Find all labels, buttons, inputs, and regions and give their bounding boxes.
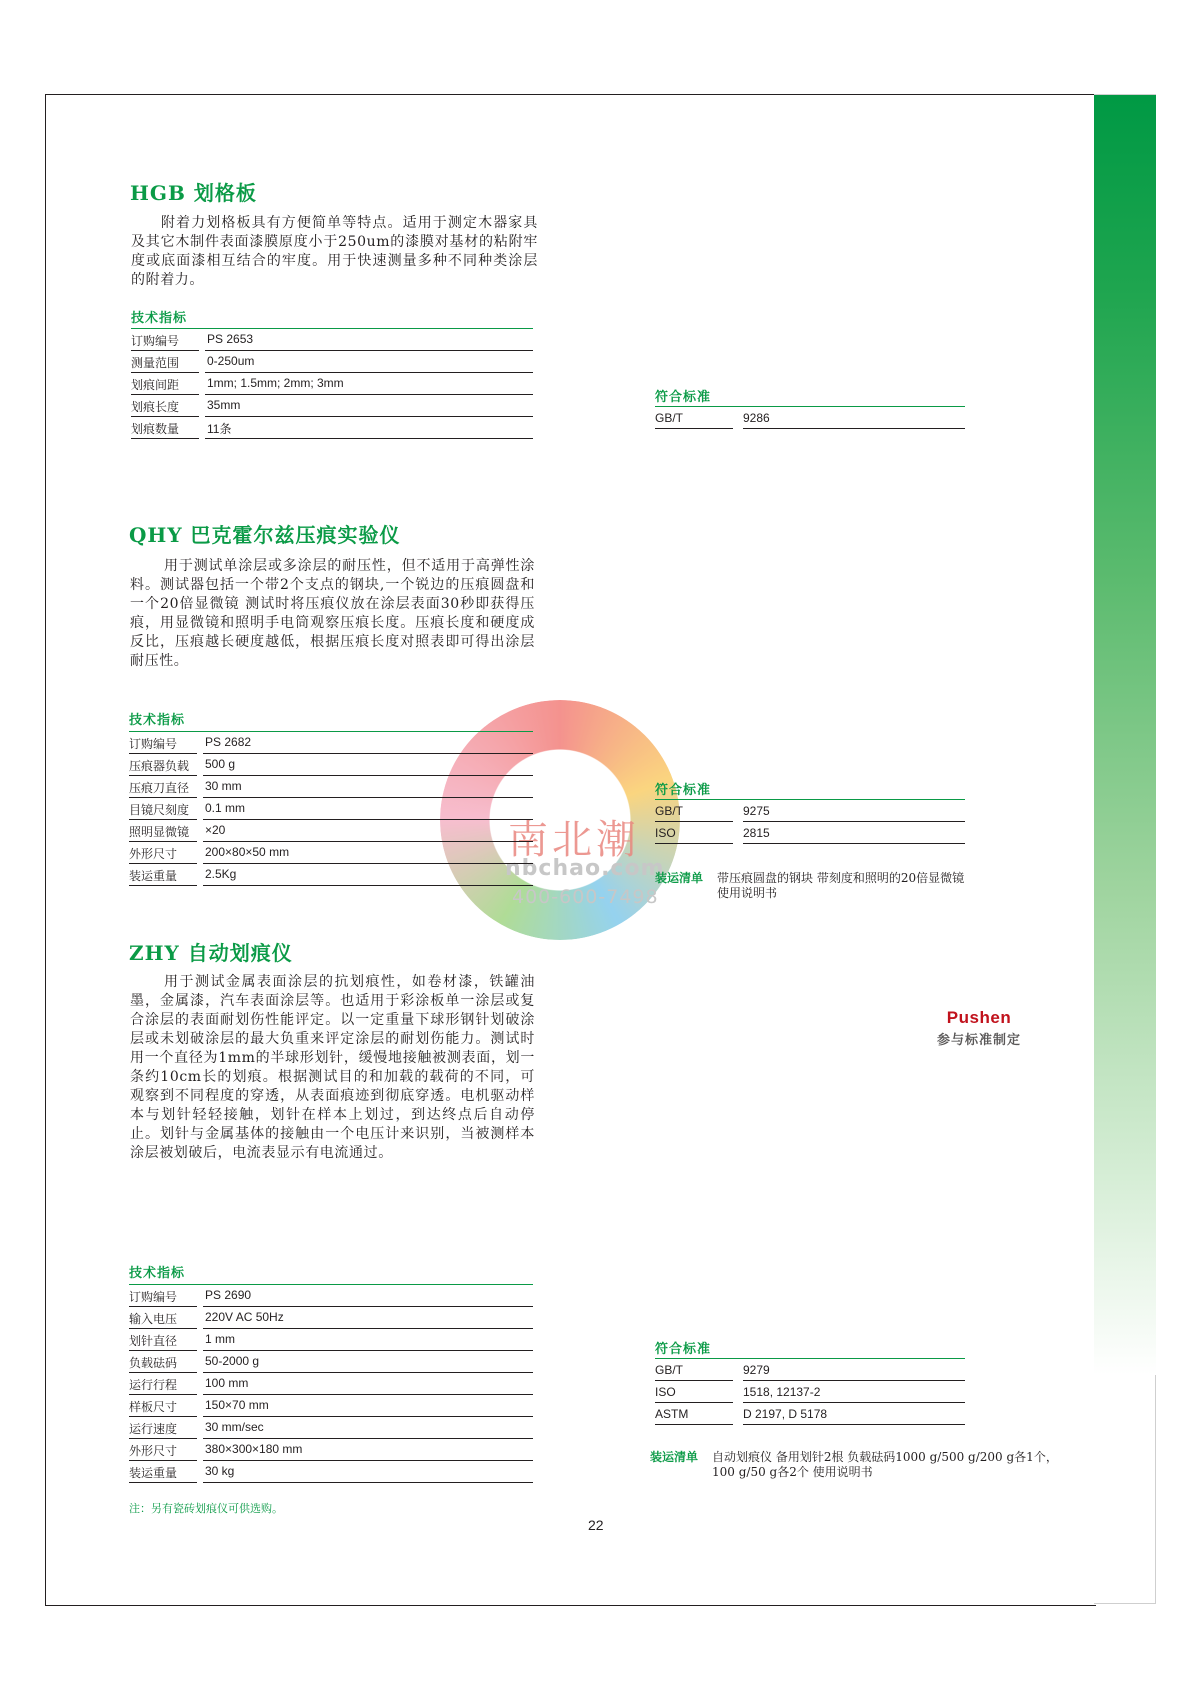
spec-value: 2.5Kg (205, 867, 237, 881)
standards-label-qhy: 符合标准 (655, 783, 712, 798)
standard-key: ISO (655, 826, 676, 840)
spec-key: 装运重量 (129, 1466, 178, 1480)
spec-row (129, 1373, 533, 1395)
section-title-hgb: HGB 划格板 (130, 181, 257, 205)
spec-row (129, 1285, 533, 1307)
section-description-hgb: 附着力划格板具有方便简单等特点。适用于测定木器家具及其它木制件表面漆膜原度小于250um的漆膜对基材的粘附牢度或底面漆相互结合的牢度。用于快速测量多种不同种类涂层的附着力。 (131, 215, 538, 288)
spec-value: PS 2690 (205, 1288, 252, 1302)
standard-value: 2815 (743, 826, 770, 840)
spec-value: PS 2682 (205, 735, 252, 749)
brand-slogan: 参与标准制定 (937, 1033, 1022, 1048)
spec-value: 220V AC 50Hz (205, 1310, 284, 1324)
spec-label-qhy: 技术指标 (129, 713, 186, 728)
spec-value: 30 kg (205, 1464, 235, 1478)
spec-value: 200×80×50 mm (205, 845, 290, 859)
spec-row (129, 820, 533, 842)
spec-key: 订购编号 (129, 737, 178, 751)
spec-key: 装运重量 (129, 869, 178, 883)
spec-key: 划痕长度 (131, 400, 180, 414)
spec-table-hgb (131, 328, 533, 439)
spec-row (129, 1395, 533, 1417)
standard-key: GB/T (655, 1363, 684, 1377)
shipping-list-qhy (655, 871, 1055, 903)
standard-row (655, 1403, 965, 1425)
spec-value: 150×70 mm (205, 1398, 269, 1412)
spec-key: 负载砝码 (129, 1356, 178, 1370)
spec-row (129, 842, 533, 864)
shipping-line-1: 自动划痕仪 备用划针2根 负载砝码1000 g/500 g/200 g各1个， (712, 1450, 1058, 1464)
standard-value: 9279 (743, 1363, 770, 1377)
spec-row (129, 798, 533, 820)
spec-value: 100 mm (205, 1376, 249, 1390)
standard-value: 1518, 12137-2 (743, 1385, 821, 1399)
spec-value: PS 2653 (207, 332, 254, 346)
shipping-line-2: 使用说明书 (717, 886, 778, 900)
spec-key: 目镜尺刻度 (129, 803, 190, 817)
spec-value: 0-250um (207, 354, 255, 368)
spec-value: 1mm; 1.5mm; 2mm; 3mm (207, 376, 344, 390)
spec-row (129, 776, 533, 798)
standard-row (655, 822, 965, 844)
spec-row (129, 1439, 533, 1461)
standard-value: 9275 (743, 804, 770, 818)
spec-row (129, 1307, 533, 1329)
spec-value: 50-2000 g (205, 1354, 260, 1368)
spec-row (129, 1329, 533, 1351)
spec-value: 0.1 mm (205, 801, 246, 815)
standards-label-zhy: 符合标准 (655, 1342, 712, 1357)
spec-value: 30 mm (205, 779, 242, 793)
spec-value: 1 mm (205, 1332, 235, 1346)
standard-row (655, 407, 965, 429)
spec-key: 外形尺寸 (129, 1444, 178, 1458)
standard-key: ISO (655, 1385, 676, 1399)
spec-value: 11条 (207, 422, 232, 436)
section-title-zhy: ZHY 自动划痕仪 (129, 941, 293, 965)
spec-key: 运行速度 (129, 1422, 178, 1436)
pushen-logo (937, 1008, 1021, 1048)
spec-key: 订购编号 (131, 334, 180, 348)
spec-table-zhy (129, 1284, 533, 1483)
watermark-domain: nbchao.com (505, 856, 665, 881)
spec-key: 照明显微镜 (129, 825, 190, 839)
standard-value: D 2197, D 5178 (743, 1407, 828, 1421)
spec-row (129, 864, 533, 886)
spec-key: 划痕间距 (131, 378, 180, 392)
spec-row (131, 373, 533, 395)
spec-key: 运行行程 (129, 1378, 178, 1392)
spec-value: 380×300×180 mm (205, 1442, 303, 1456)
spec-key: 订购编号 (129, 1290, 178, 1304)
spec-key: 压痕器负载 (129, 759, 190, 773)
standards-table-zhy (655, 1358, 965, 1425)
standard-key: ASTM (655, 1407, 689, 1421)
shipping-line-2: 100 g/50 g各2个 使用说明书 (712, 1465, 873, 1479)
section-title-qhy: QHY 巴克霍尔兹压痕实验仪 (129, 523, 401, 547)
spec-value: 500 g (205, 757, 236, 771)
section-description-zhy: 用于测试金属表面涂层的抗划痕性，如卷材漆，铁罐油墨，金属漆，汽车表面涂层等。也适用于彩涂板单一涂层或复合涂层的表面耐划伤性能评定。以一定重量下球形钢针划破涂层或未划破涂层的最大负重来评定涂层的耐划伤能力。测试时用一个直径为1mm的半球形划针，缓慢地接触被测表面，划一条约10cm长的划痕。根据测试目的和加载的载荷的不同，可观察到不同程度的穿透，从表面痕迹到彻底穿透。电机驱动样本与划针轻轻接触，划针在样本上划过，到达终点后自动停止。划针与金属基体的接触由一个电压计来识别，当被测样本涂层被划破后，电流表显示有电流通过。 (130, 974, 535, 1161)
standard-row (655, 800, 965, 822)
spec-label-hgb: 技术指标 (131, 311, 188, 326)
spec-value: ×20 (205, 823, 226, 837)
standard-key: GB/T (655, 804, 684, 818)
spec-row (131, 329, 533, 351)
spec-row (131, 351, 533, 373)
spec-key: 划针直径 (129, 1334, 178, 1348)
standard-row (655, 1381, 965, 1403)
spec-row (129, 732, 533, 754)
spec-row (131, 395, 533, 417)
footnote-zhy: 注：另有瓷砖划痕仪可供选购。 (129, 1502, 283, 1515)
spec-label-zhy: 技术指标 (129, 1266, 186, 1281)
spec-key: 测量范围 (131, 356, 180, 370)
spec-key: 输入电压 (129, 1312, 178, 1326)
spec-key: 压痕刀直径 (129, 781, 190, 795)
shipping-line-1: 带压痕圆盘的钢块 带刻度和照明的20倍显微镜 (717, 871, 965, 885)
spec-key: 划痕数量 (131, 422, 180, 436)
page-number: 22 (588, 1517, 604, 1533)
shipping-list-zhy (650, 1450, 1070, 1482)
shipping-label: 装运清单 (650, 1450, 699, 1464)
spec-value: 35mm (207, 398, 241, 412)
brand-name: Pushen (946, 1008, 1012, 1027)
watermark-logo-text: 南北潮 (508, 817, 640, 863)
spec-row (129, 1351, 533, 1373)
standards-table-hgb (655, 406, 965, 429)
spec-key: 外形尺寸 (129, 847, 178, 861)
spec-row (131, 417, 533, 439)
standard-value: 9286 (743, 411, 770, 425)
spec-table-qhy (129, 731, 533, 886)
spec-value: 30 mm/sec (205, 1420, 264, 1434)
spec-row (129, 1417, 533, 1439)
watermark-phone: 400-600-7498 (512, 886, 659, 908)
standards-label-hgb: 符合标准 (655, 390, 712, 405)
shipping-label: 装运清单 (655, 871, 704, 885)
spec-row (129, 1461, 533, 1483)
spec-row (129, 754, 533, 776)
spec-key: 样板尺寸 (129, 1400, 178, 1414)
section-description-qhy: 用于测试单涂层或多涂层的耐压性，但不适用于高弹性涂料。测试器包括一个带2个支点的钢块,一个锐边的压痕圆盘和一个20倍显微镜 测试时将压痕仪放在涂层表面30秒即获得压痕，用显微镜和照明手电筒观察压痕长度。压痕长度和硬度成反比，压痕越长硬度越低，根据压痕长度对照表即可得出涂层耐压性。 (130, 558, 535, 669)
standard-key: GB/T (655, 411, 684, 425)
green-side-bar (1094, 95, 1156, 1375)
standard-row (655, 1359, 965, 1381)
standards-table-qhy (655, 799, 965, 844)
